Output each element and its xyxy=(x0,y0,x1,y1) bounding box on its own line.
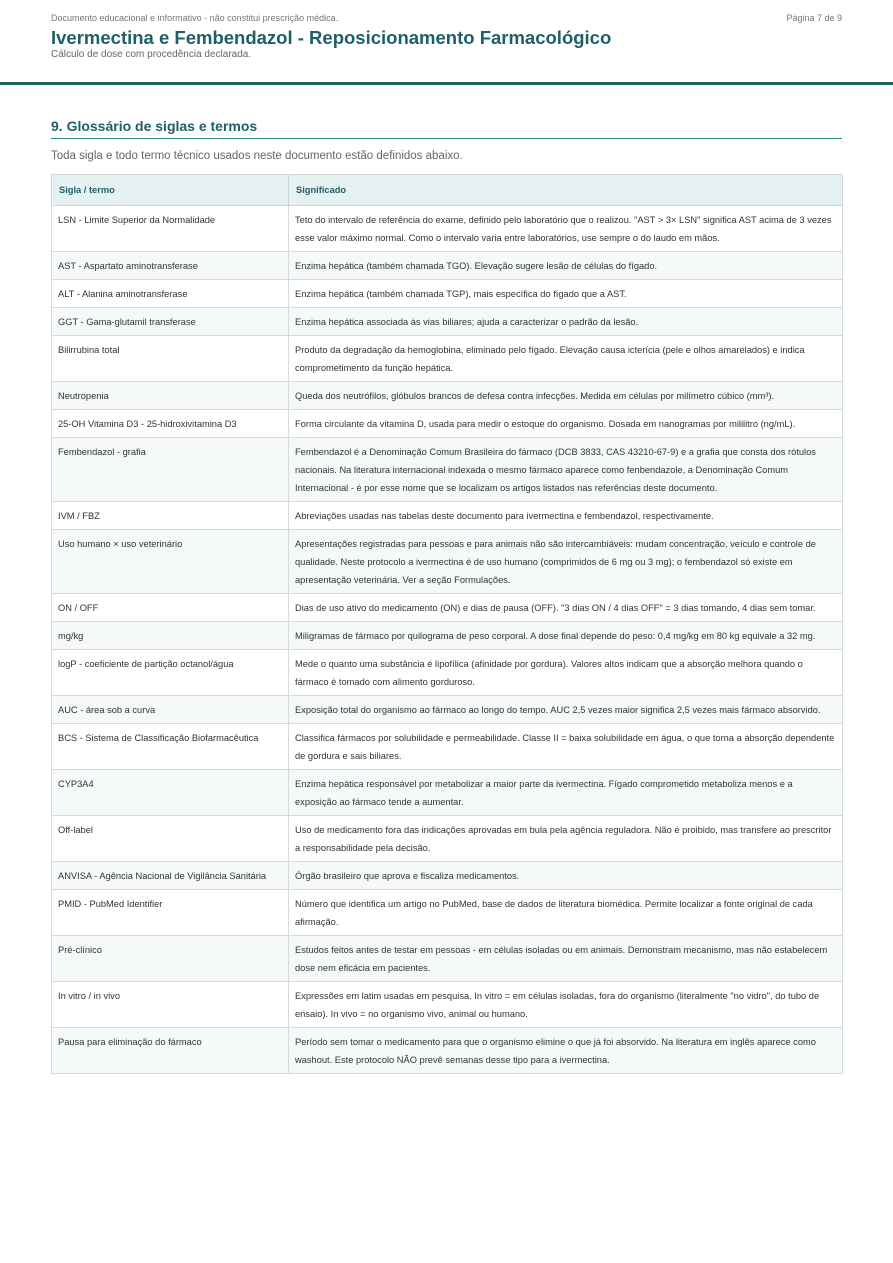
glossary-table xyxy=(51,174,843,1074)
table-row xyxy=(52,530,843,594)
term-cell: AUC - área sob a curva xyxy=(52,696,289,724)
table-row xyxy=(52,696,843,724)
term-cell: Uso humano × uso veterinário xyxy=(52,530,289,594)
meaning-cell: Número que identifica um artigo no PubMed, base de dados de literatura biomédica. Permite localizar a fonte original de cada afirmação. xyxy=(289,890,843,936)
meaning-cell: Enzima hepática responsável por metabolizar a maior parte da ivermectina. Fígado comprometido metaboliza menos e a exposição ao fármaco tende a aumentar. xyxy=(289,770,843,816)
disclaimer-text: Documento educacional e informativo - não constitui prescrição médica. xyxy=(51,13,339,23)
term-cell: Neutropenia xyxy=(52,382,289,410)
page-header xyxy=(0,0,893,85)
term-cell: IVM / FBZ xyxy=(52,502,289,530)
table-header-row xyxy=(52,175,843,206)
term-cell: Off-label xyxy=(52,816,289,862)
table-row xyxy=(52,206,843,252)
document-title: Ivermectina e Fembendazol - Reposicionamento Farmacológico xyxy=(51,27,612,48)
table-row xyxy=(52,982,843,1028)
table-row xyxy=(52,890,843,936)
table-row xyxy=(52,502,843,530)
header-meaning: Significado xyxy=(289,175,843,206)
meaning-cell: Classifica fármacos por solubilidade e permeabilidade. Classe II = baixa solubilidade em água, o que torna a absorção dependente de gordura e sais biliares. xyxy=(289,724,843,770)
meaning-cell: Órgão brasileiro que aprova e fiscaliza medicamentos. xyxy=(289,862,843,890)
term-cell: Fembendazol - grafia xyxy=(52,438,289,502)
term-cell: ANVISA - Agência Nacional de Vigilância Sanitária xyxy=(52,862,289,890)
table-row xyxy=(52,724,843,770)
meaning-cell: Miligramas de fármaco por quilograma de peso corporal. A dose final depende do peso: 0,4 mg/kg em 80 kg equivale a 32 mg. xyxy=(289,622,843,650)
meaning-cell: Enzima hepática associada às vias biliares; ajuda a caracterizar o padrão da lesão. xyxy=(289,308,843,336)
table-row xyxy=(52,308,843,336)
term-cell: CYP3A4 xyxy=(52,770,289,816)
meaning-cell: Enzima hepática (também chamada TGO). Elevação sugere lesão de células do fígado. xyxy=(289,252,843,280)
term-cell: ALT - Alanina aminotransferase xyxy=(52,280,289,308)
section-title: 9. Glossário de siglas e termos xyxy=(51,118,842,139)
table-row xyxy=(52,770,843,816)
meaning-cell: Teto do intervalo de referência do exame, definido pelo laboratório que o realizou. "AST > 3× LSN" significa AST acima de 3 vezes esse valor máximo normal. Como o intervalo varia entre laboratórios, use sempre o do laudo em mãos. xyxy=(289,206,843,252)
page-number: Página 7 de 9 xyxy=(786,13,842,23)
term-cell: Pausa para eliminação do fármaco xyxy=(52,1028,289,1074)
term-cell: 25-OH Vitamina D3 - 25-hidroxivitamina D3 xyxy=(52,410,289,438)
meaning-cell: Abreviações usadas nas tabelas deste documento para ivermectina e fembendazol, respectivamente. xyxy=(289,502,843,530)
meaning-cell: Dias de uso ativo do medicamento (ON) e dias de pausa (OFF). "3 dias ON / 4 dias OFF" = 3 dias tomando, 4 dias sem tomar. xyxy=(289,594,843,622)
term-cell: Bilirrubina total xyxy=(52,336,289,382)
section-intro: Toda sigla e todo termo técnico usados neste documento estão definidos abaixo. xyxy=(51,150,463,162)
term-cell: In vitro / in vivo xyxy=(52,982,289,1028)
table-row xyxy=(52,594,843,622)
meaning-cell: Estudos feitos antes de testar em pessoas - em células isoladas ou em animais. Demonstram mecanismo, mas não estabelecem dose nem eficácia em pacientes. xyxy=(289,936,843,982)
term-cell: PMID - PubMed Identifier xyxy=(52,890,289,936)
meaning-cell: Período sem tomar o medicamento para que o organismo elimine o que já foi absorvido. Na literatura em inglês aparece como washout. Este protocolo NÃO prevê semanas desse tipo para a ivermectina. xyxy=(289,1028,843,1074)
table-row xyxy=(52,936,843,982)
term-cell: BCS - Sistema de Classificação Biofarmacêutica xyxy=(52,724,289,770)
header-term: Sigla / termo xyxy=(52,175,289,206)
table-row xyxy=(52,438,843,502)
term-cell: AST - Aspartato aminotransferase xyxy=(52,252,289,280)
meaning-cell: Forma circulante da vitamina D, usada para medir o estoque do organismo. Dosada em nanogramas por mililitro (ng/mL). xyxy=(289,410,843,438)
table-row xyxy=(52,252,843,280)
term-cell: Pré-clínico xyxy=(52,936,289,982)
meaning-cell: Apresentações registradas para pessoas e para animais não são intercambiáveis: mudam concentração, veículo e controle de qualidade. Neste protocolo a ivermectina é de uso humano (comprimidos de 6 mg ou 3 mg); o fembendazol só existe em apresentação veterinária. Ver a seção Formulações. xyxy=(289,530,843,594)
meaning-cell: Expressões em latim usadas em pesquisa. In vitro = em células isoladas, fora do organismo (literalmente "no vidro", do tubo de ensaio). In vivo = no organismo vivo, animal ou humano. xyxy=(289,982,843,1028)
term-cell: LSN - Limite Superior da Normalidade xyxy=(52,206,289,252)
term-cell: ON / OFF xyxy=(52,594,289,622)
glossary-body xyxy=(52,206,843,1074)
table-row xyxy=(52,622,843,650)
table-row xyxy=(52,280,843,308)
table-row xyxy=(52,816,843,862)
table-row xyxy=(52,862,843,890)
table-row xyxy=(52,410,843,438)
document-subtitle: Cálculo de dose com procedência declarada. xyxy=(51,49,252,60)
meaning-cell: Queda dos neutrófilos, glóbulos brancos de defesa contra infecções. Medida em células por milímetro cúbico (mm³). xyxy=(289,382,843,410)
term-cell: logP - coeficiente de partição octanol/água xyxy=(52,650,289,696)
meaning-cell: Uso de medicamento fora das indicações aprovadas em bula pela agência reguladora. Não é proibido, mas transfere ao prescritor a responsabilidade pela decisão. xyxy=(289,816,843,862)
table-row xyxy=(52,336,843,382)
table-row xyxy=(52,382,843,410)
term-cell: mg/kg xyxy=(52,622,289,650)
table-row xyxy=(52,1028,843,1074)
meaning-cell: Fembendazol é a Denominação Comum Brasileira do fármaco (DCB 3833, CAS 43210-67-9) e a grafia que consta dos rótulos nacionais. Na literatura internacional indexada o mesmo fármaco aparece como fenbendazole, a Denominação Comum Internacional - é por esse nome que se localizam os artigos listados nas referências deste documento. xyxy=(289,438,843,502)
meaning-cell: Enzima hepática (também chamada TGP), mais específica do fígado que a AST. xyxy=(289,280,843,308)
term-cell: GGT - Gama-glutamil transferase xyxy=(52,308,289,336)
meaning-cell: Exposição total do organismo ao fármaco ao longo do tempo. AUC 2,5 vezes maior significa 2,5 vezes mais fármaco absorvido. xyxy=(289,696,843,724)
meaning-cell: Produto da degradação da hemoglobina, eliminado pelo fígado. Elevação causa icterícia (pele e olhos amarelados) e indica comprometimento da função hepática. xyxy=(289,336,843,382)
table-row xyxy=(52,650,843,696)
meaning-cell: Mede o quanto uma substância é lipofílica (afinidade por gordura). Valores altos indicam que a absorção melhora quando o fármaco é tomado com alimento gorduroso. xyxy=(289,650,843,696)
